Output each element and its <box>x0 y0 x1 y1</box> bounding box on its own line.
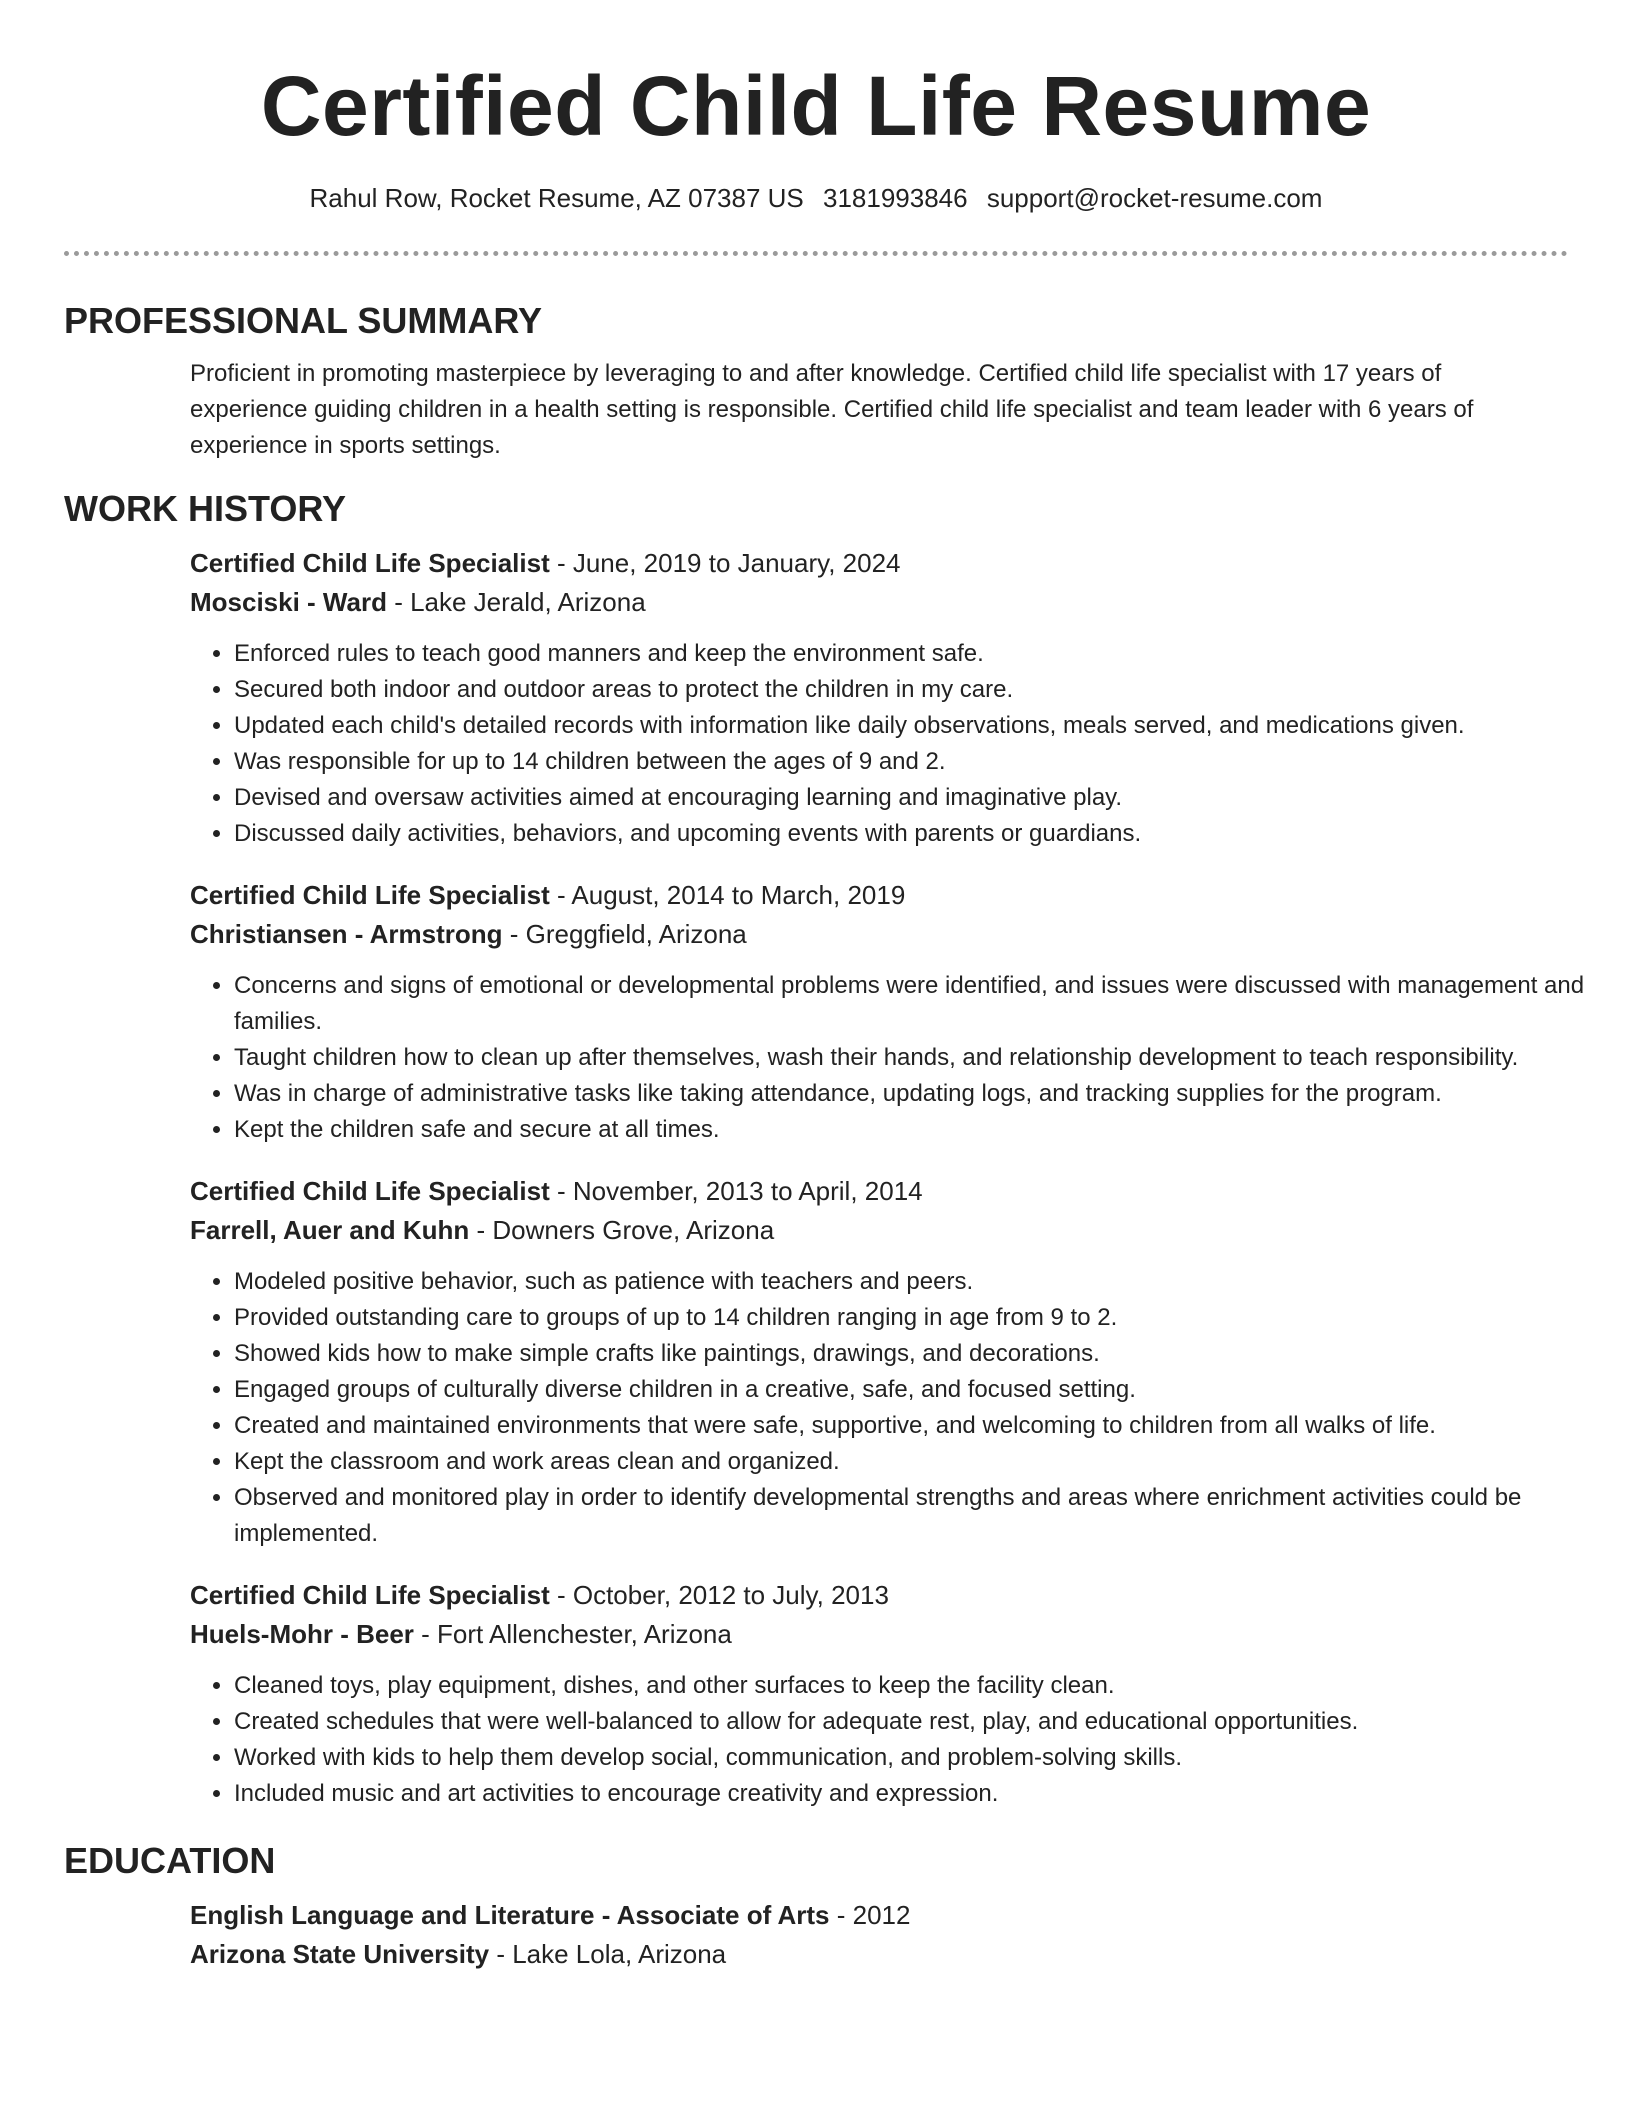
contact-email: support@rocket-resume.com <box>986 183 1323 213</box>
education-location: - Lake Lola, Arizona <box>489 1939 727 1969</box>
job-location: - Fort Allenchester, Arizona <box>413 1619 732 1649</box>
job-company-line <box>190 915 1590 954</box>
education-year: - 2012 <box>829 1900 911 1930</box>
education-heading: EDUCATION <box>64 1840 276 1881</box>
job-bullets <box>190 968 1590 1148</box>
job-title-line <box>190 544 1590 583</box>
job-title: Certified Child Life Specialist <box>190 1580 550 1610</box>
job-company: Mosciski - Ward <box>190 587 387 617</box>
job-company-line <box>190 583 1590 622</box>
job-bullet: • Cleaned toys, play equipment, dishes, and other surfaces to keep the facility clean. <box>234 1668 1590 1704</box>
job-bullet: • Modeled positive behavior, such as patience with teachers and peers. <box>234 1264 1590 1300</box>
job-company: Huels-Mohr - Beer <box>190 1619 414 1649</box>
job-title: Certified Child Life Specialist <box>190 548 550 578</box>
job-bullet: • Secured both indoor and outdoor areas to protect the children in my care. <box>234 672 1590 708</box>
education-entry <box>190 1896 1568 1974</box>
job-title: Certified Child Life Specialist <box>190 1176 550 1206</box>
job-bullet: • Discussed daily activities, behaviors, and upcoming events with parents or guardians. <box>234 816 1590 852</box>
job-bullet: • Was in charge of administrative tasks like taking attendance, updating logs, and tracking supplies for the program. <box>234 1076 1590 1112</box>
job-bullet: • Enforced rules to teach good manners and keep the environment safe. <box>234 636 1590 672</box>
job-dates: - June, 2019 to January, 2024 <box>549 548 901 578</box>
job-location: - Lake Jerald, Arizona <box>386 587 646 617</box>
contact-address: Rahul Row, Rocket Resume, AZ 07387 US <box>309 183 804 213</box>
job-entry <box>190 1576 1590 1812</box>
summary-heading: PROFESSIONAL SUMMARY <box>64 300 543 341</box>
job-bullet: • Included music and art activities to encourage creativity and expression. <box>234 1776 1590 1812</box>
education-school: Arizona State University <box>190 1939 490 1969</box>
job-bullet: • Updated each child's detailed records with information like daily observations, meals served, and medications given. <box>234 708 1590 744</box>
contact-phone: 3181993846 <box>823 183 968 213</box>
job-title: Certified Child Life Specialist <box>190 880 550 910</box>
job-bullet: • Provided outstanding care to groups of up to 14 children ranging in age from 9 to 2. <box>234 1300 1590 1336</box>
resume-content <box>64 296 1585 1974</box>
resume-title: Certified Child Life Resume <box>260 59 1372 153</box>
job-bullet: • Kept the children safe and secure at all times. <box>234 1112 1590 1148</box>
job-bullet: • Kept the classroom and work areas clean and organized. <box>234 1444 1590 1480</box>
job-bullet: • Devised and oversaw activities aimed at encouraging learning and imaginative play. <box>234 780 1590 816</box>
job-company-line <box>190 1211 1590 1250</box>
education-degree: English Language and Literature - Associate of Arts <box>190 1900 830 1930</box>
job-location: - Downers Grove, Arizona <box>469 1215 775 1245</box>
education-school-line <box>190 1935 1568 1974</box>
job-bullet: • Created and maintained environments that were safe, supportive, and welcoming to children from all walks of life. <box>234 1408 1590 1444</box>
job-bullet: • Was responsible for up to 14 children between the ages of 9 and 2. <box>234 744 1590 780</box>
job-bullet: • Created schedules that were well-balanced to allow for adequate rest, play, and educational opportunities. <box>234 1704 1590 1740</box>
job-bullets <box>190 636 1590 852</box>
job-entry <box>190 876 1590 1148</box>
job-bullets <box>190 1668 1590 1812</box>
job-bullet: • Worked with kids to help them develop social, communication, and problem-solving skills. <box>234 1740 1590 1776</box>
job-company: Christiansen - Armstrong <box>190 919 503 949</box>
job-title-line <box>190 1172 1590 1211</box>
job-entry <box>190 544 1590 852</box>
job-dates: - August, 2014 to March, 2019 <box>549 880 906 910</box>
job-bullet: • Showed kids how to make simple crafts like paintings, drawings, and decorations. <box>234 1336 1590 1372</box>
job-company-line <box>190 1615 1590 1654</box>
work-history-heading: WORK HISTORY <box>64 488 347 529</box>
job-dates: - October, 2012 to July, 2013 <box>549 1580 889 1610</box>
job-location: - Greggfield, Arizona <box>502 919 747 949</box>
summary-text: Proficient in promoting masterpiece by leveraging to and after knowledge. Certified child life specialist with 17 years of experience guiding children in a health setting is responsible. Certified child life specialist and team leader with 6 years of experience in sports settings. <box>190 360 1474 459</box>
contact-line <box>0 180 1632 216</box>
job-title-line <box>190 1576 1590 1615</box>
job-company: Farrell, Auer and Kuhn <box>190 1215 470 1245</box>
job-bullet: • Concerns and signs of emotional or developmental problems were identified, and issues were discussed with management and families. <box>234 968 1590 1040</box>
job-entry <box>190 1172 1590 1552</box>
job-bullet: • Taught children how to clean up after themselves, wash their hands, and relationship development to teach responsibility. <box>234 1040 1590 1076</box>
job-bullet: • Observed and monitored play in order to identify developmental strengths and areas where enrichment activities could be implemented. <box>234 1480 1590 1552</box>
job-bullet: • Engaged groups of culturally diverse children in a creative, safe, and focused setting. <box>234 1372 1590 1408</box>
education-degree-line <box>190 1896 1568 1935</box>
job-title-line <box>190 876 1590 915</box>
job-bullets <box>190 1264 1590 1552</box>
header-divider <box>64 251 1568 256</box>
job-dates: - November, 2013 to April, 2014 <box>549 1176 923 1206</box>
